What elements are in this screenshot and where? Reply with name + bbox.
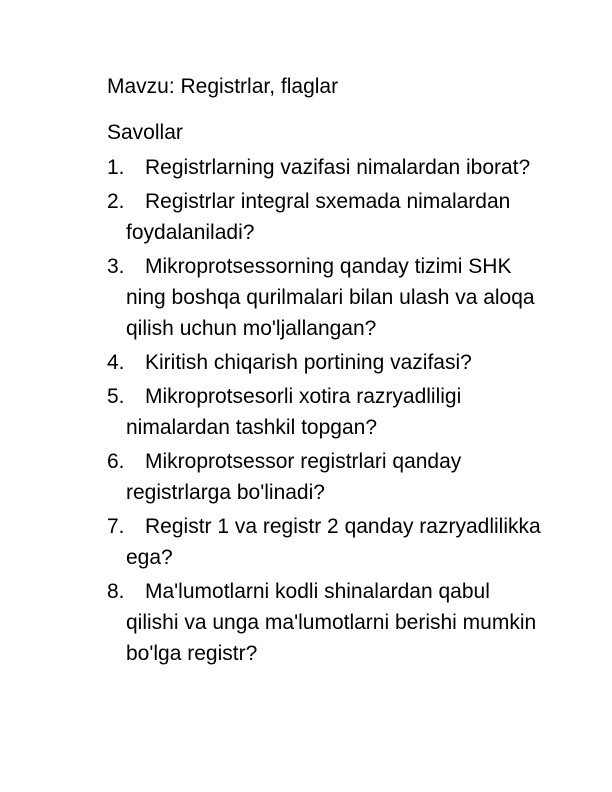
question-number: 5.	[107, 385, 125, 408]
question-text: Registr 1 va registr 2 qanday razryadlilikka ega?	[126, 515, 541, 569]
list-item	[107, 186, 547, 248]
question-number: 2.	[107, 190, 125, 213]
question-number: 1.	[107, 156, 125, 179]
question-number: 3.	[107, 255, 125, 278]
list-item	[107, 347, 547, 378]
page-title: Mavzu: Registrlar, flaglar	[107, 75, 339, 98]
question-text: Registrlarning vazifasi nimalardan iborat?	[145, 156, 531, 179]
question-text: Mikroprotsesorli xotira razryadliligi nimalardan tashkil topgan?	[126, 385, 462, 439]
section-heading: Savollar	[107, 121, 183, 144]
question-text: Kiritish chiqarish portining vazifasi?	[145, 351, 472, 374]
list-item	[107, 381, 547, 443]
question-number: 6.	[107, 450, 125, 473]
question-text: Mikroprotsessorning qanday tizimi SHK ning boshqa qurilmalari bilan ulash va aloqa qilish uchun mo'ljallangan?	[126, 255, 535, 340]
list-item	[107, 446, 547, 508]
question-number: 4.	[107, 351, 125, 374]
question-text: Ma'lumotlarni kodli shinalardan qabul qilishi va unga ma'lumotlarni berishi mumkin bo'lga registr?	[126, 580, 537, 665]
list-item	[107, 576, 547, 669]
list-item	[107, 152, 547, 183]
question-list	[107, 152, 547, 672]
list-item	[107, 251, 547, 344]
question-number: 8.	[107, 580, 125, 603]
question-text: Registrlar integral sxemada nimalardan foydalaniladi?	[126, 190, 511, 244]
list-item	[107, 511, 547, 573]
question-text: Mikroprotsessor registrlari qanday registrlarga bo'linadi?	[126, 450, 462, 504]
question-number: 7.	[107, 515, 125, 538]
